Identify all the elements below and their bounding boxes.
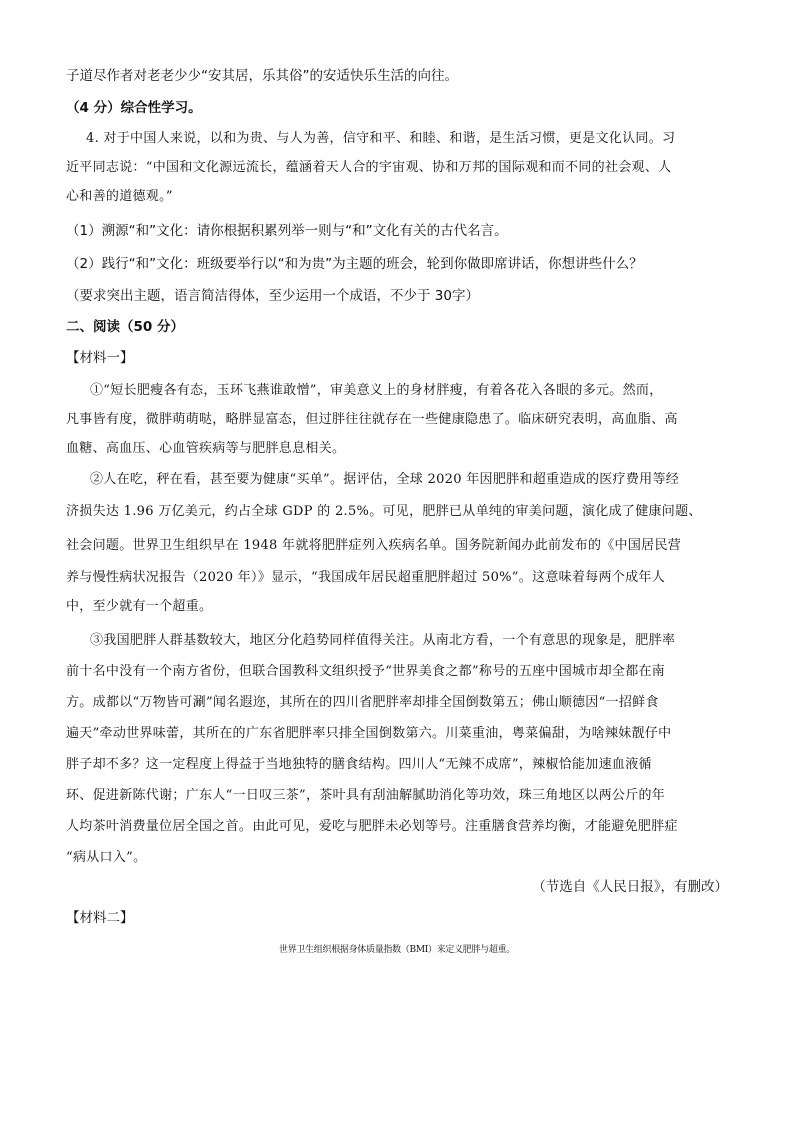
material-1-para-3-line-6: 环、促进新陈代谢；广东人“一日叹三茶”，茶叶具有刮油解腻助消化等功效，珠三角地区以两公斤的年 xyxy=(66,788,666,803)
section-4-heading: （4 分）综合性学习。 xyxy=(66,100,202,116)
material-1-para-2-line-1: ②人在吃，秤在看，甚至要为健康“买单”。据评估，全球 2020 年因肥胖和超重造成的医疗费用等经 xyxy=(90,472,680,487)
material-1-para-2-line-5: 中，至少就有一个超重。 xyxy=(66,599,213,614)
material-1-para-3-line-4: 遍天”牵动世界味蕾，其所在的广东省肥胖率只排全国倒数第六。川菜重油，粤菜偏甜，为啥辣妹靓仔中 xyxy=(66,726,672,741)
material-1-label: 【材料一】 xyxy=(66,350,134,366)
part-2-heading: 二、阅读（50 分） xyxy=(66,319,184,335)
question-4-sub-2-requirement: （要求突出主题，语言简洁得体，至少运用一个成语，不少于 30字） xyxy=(66,288,479,304)
question-4-line-2: 近平同志说：“中国和文化源远流长，蕴涵着天人合的宇宙观、协和万邦的国际观和而不同的社会观、人 xyxy=(66,160,672,175)
material-1-para-1-line-2: 凡事皆有度，微胖萌萌哒，略胖显富态，但过胖往往就存在一些健康隐患了。临床研究表明，高血脂、高 xyxy=(66,412,678,427)
question-4-sub-1: （1）溯源“和”文化：请你根据积累列举一则与“和”文化有关的古代名言。 xyxy=(66,223,508,239)
material-1-para-3-line-2: 前十名中没有一个南方省份，但联合国教科文组织授予“世界美食之都”称号的五座中国城市却全都在南 xyxy=(66,664,666,679)
material-1-para-3-line-7: 人均茶叶消费量位居全国之首。由此可见，爱吃与肥胖未必划等号。注重膳食营养均衡，才能避免肥胖症 xyxy=(66,819,678,834)
material-1-para-2-line-4: 养与慢性病状况报告（2020 年）》显示，“我国成年居民超重肥胖超过 50%”。这意味着每两个成年人 xyxy=(66,570,666,585)
material-1-para-3-line-8: “病从口入”。 xyxy=(66,850,147,865)
material-1-para-2-line-3: 社会问题。世界卫生组织早在 1948 年就将肥胖症列入疾病名单。国务院新闻办此前发布的《中国居民营 xyxy=(66,538,682,553)
material-1-para-1-line-1: ①“短长肥瘦各有态，玉环飞燕谁敢憎”，审美意义上的身材胖瘦，有着各花入各眼的多元。然而， xyxy=(90,383,663,398)
material-1-para-3-line-1: ③我国肥胖人群基数较大，地区分化趋势同样值得关注。从南北方看，一个有意思的现象是，肥胖率 xyxy=(90,633,676,648)
question-4-line-1: 4. 对于中国人来说，以和为贵、与人为善，信守和平、和睦、和谐，是生活习惯，更是文化认同。习 xyxy=(86,131,676,146)
intro-continuation-line: 子道尽作者对老老少少“安其居，乐其俗”的安适快乐生活的向往。 xyxy=(66,68,458,84)
question-4-line-3: 心和善的道德观。” xyxy=(66,189,173,204)
material-1-para-1-line-3: 血糖、高血压、心血管疾病等与肥胖息息相关。 xyxy=(66,441,346,456)
material-2-label: 【材料二】 xyxy=(66,910,134,926)
source-attribution: （节选自《人民日报》，有删改） xyxy=(532,879,728,895)
material-2-line-1: 世界卫生组织根据身体质量指数（BMI）来定义肥胖与超重。 xyxy=(279,945,515,955)
question-4-sub-2: （2）践行“和”文化：班级要举行以“和为贵”为主题的班会，轮到你做即席讲话，你想讲些什么？ xyxy=(66,256,643,272)
material-1-para-3-line-3: 方。成都以“万物皆可涮”闻名遐迩，其所在的四川省肥胖率却排全国倒数第五；佛山顺德因“一招鲜食 xyxy=(66,695,659,710)
material-1-para-3-line-5: 胖子却不多？这一定程度上得益于当地独特的膳食结构。四川人“无辣不成席”，辣椒恰能加速血液循 xyxy=(66,757,652,772)
material-1-para-2-line-2: 济损失达 1.96 万亿美元，约占全球 GDP 的 2.5%。可见，肥胖已从单纯的审美问题，演化成了健康问题、 xyxy=(66,504,702,519)
